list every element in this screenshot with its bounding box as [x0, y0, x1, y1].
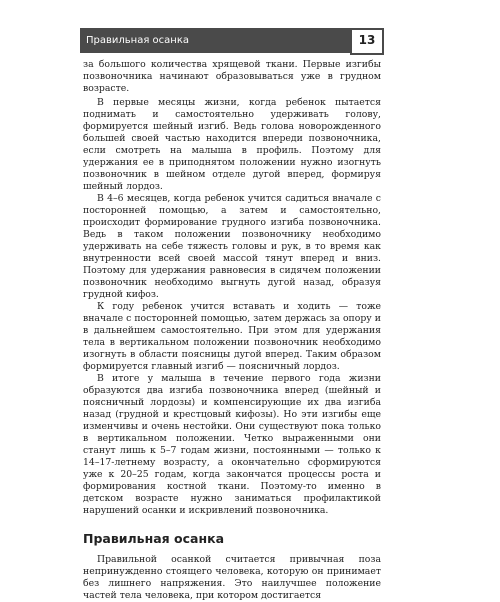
paragraph-5: В итоге у малыша в течение первого года жизни образуются два изгиба позвоночника вперед (шейный и поясничный лордозы) и компенсирующие их два изгиба назад (грудной и крестцовый кифозы). Но эти изгибы еще изменчивы и очень нестойки. Они существуют пока только в вертикальном положении. Четко выраженными они станут лишь к 5–7 годам жизни, постоянными — только к 14–17-летнему возрасту, а окончательно сформируются уже к 20–25 годам, когда закончатся процессы роста и формирования костной ткани. Поэтому-то именно в детском возрасте нужно заниматься профилактикой нарушений осанки и искривлений позвоночника.: [83, 373, 381, 516]
paragraph-1: за большого количества хрящевой ткани. Первые изгибы позвоночника начинают образовываться уже в грудном возрасте.: [83, 59, 381, 94]
paragraph-6: Правильной осанкой считается привычная поза непринужденно стоящего человека, которую он принимает без лишнего напряжения. Это наилучшее положение частей тела человека, при котором достигается: [83, 554, 381, 601]
page-body: [83, 59, 381, 602]
paragraph-2: В первые месяцы жизни, когда ребенок пытается поднимать и самостоятельно удерживать голову, формируется шейный изгиб. Ведь голова новорожденного большей своей частью находится впереди позвоночника, если смотреть на малыша в профиль. Поэтому для удержания ее в приподнятом положении нужно изогнуть позвоночник в шейном отделе дугой вперед, формируя шейный лордоз.: [83, 97, 381, 192]
page-number-box: [350, 28, 384, 55]
running-header-title: Правильная осанка: [86, 35, 189, 46]
page-number: 13: [358, 33, 376, 47]
paragraph-4: К году ребенок учится вставать и ходить — тоже вначале с посторонней помощью, затем держась за опору и в дальнейшем самостоятельно. При этом для удержания тела в вертикальном положении позвоночник необходимо изогнуть в области поясницы дугой вперед. Таким образом формируется главный изгиб — поясничный лордоз.: [83, 301, 381, 372]
section-heading: Правильная осанка: [83, 531, 225, 546]
running-header: [0, 27, 500, 55]
paragraph-3: В 4–6 месяцев, когда ребенок учится садиться вначале с посторонней помощью, а затем и самостоятельно, происходит формирование грудного изгиба позвоночника. Ведь в таком положении позвоночнику необходимо удерживать на себе тяжесть головы и рук, в то время как внутренности всей своей массой тянут вперед и вниз. Поэтому для удержания равновесия в сидячем положении позвоночник необходимо выгнуть дугой назад, образуя грудной кифоз.: [83, 193, 381, 300]
